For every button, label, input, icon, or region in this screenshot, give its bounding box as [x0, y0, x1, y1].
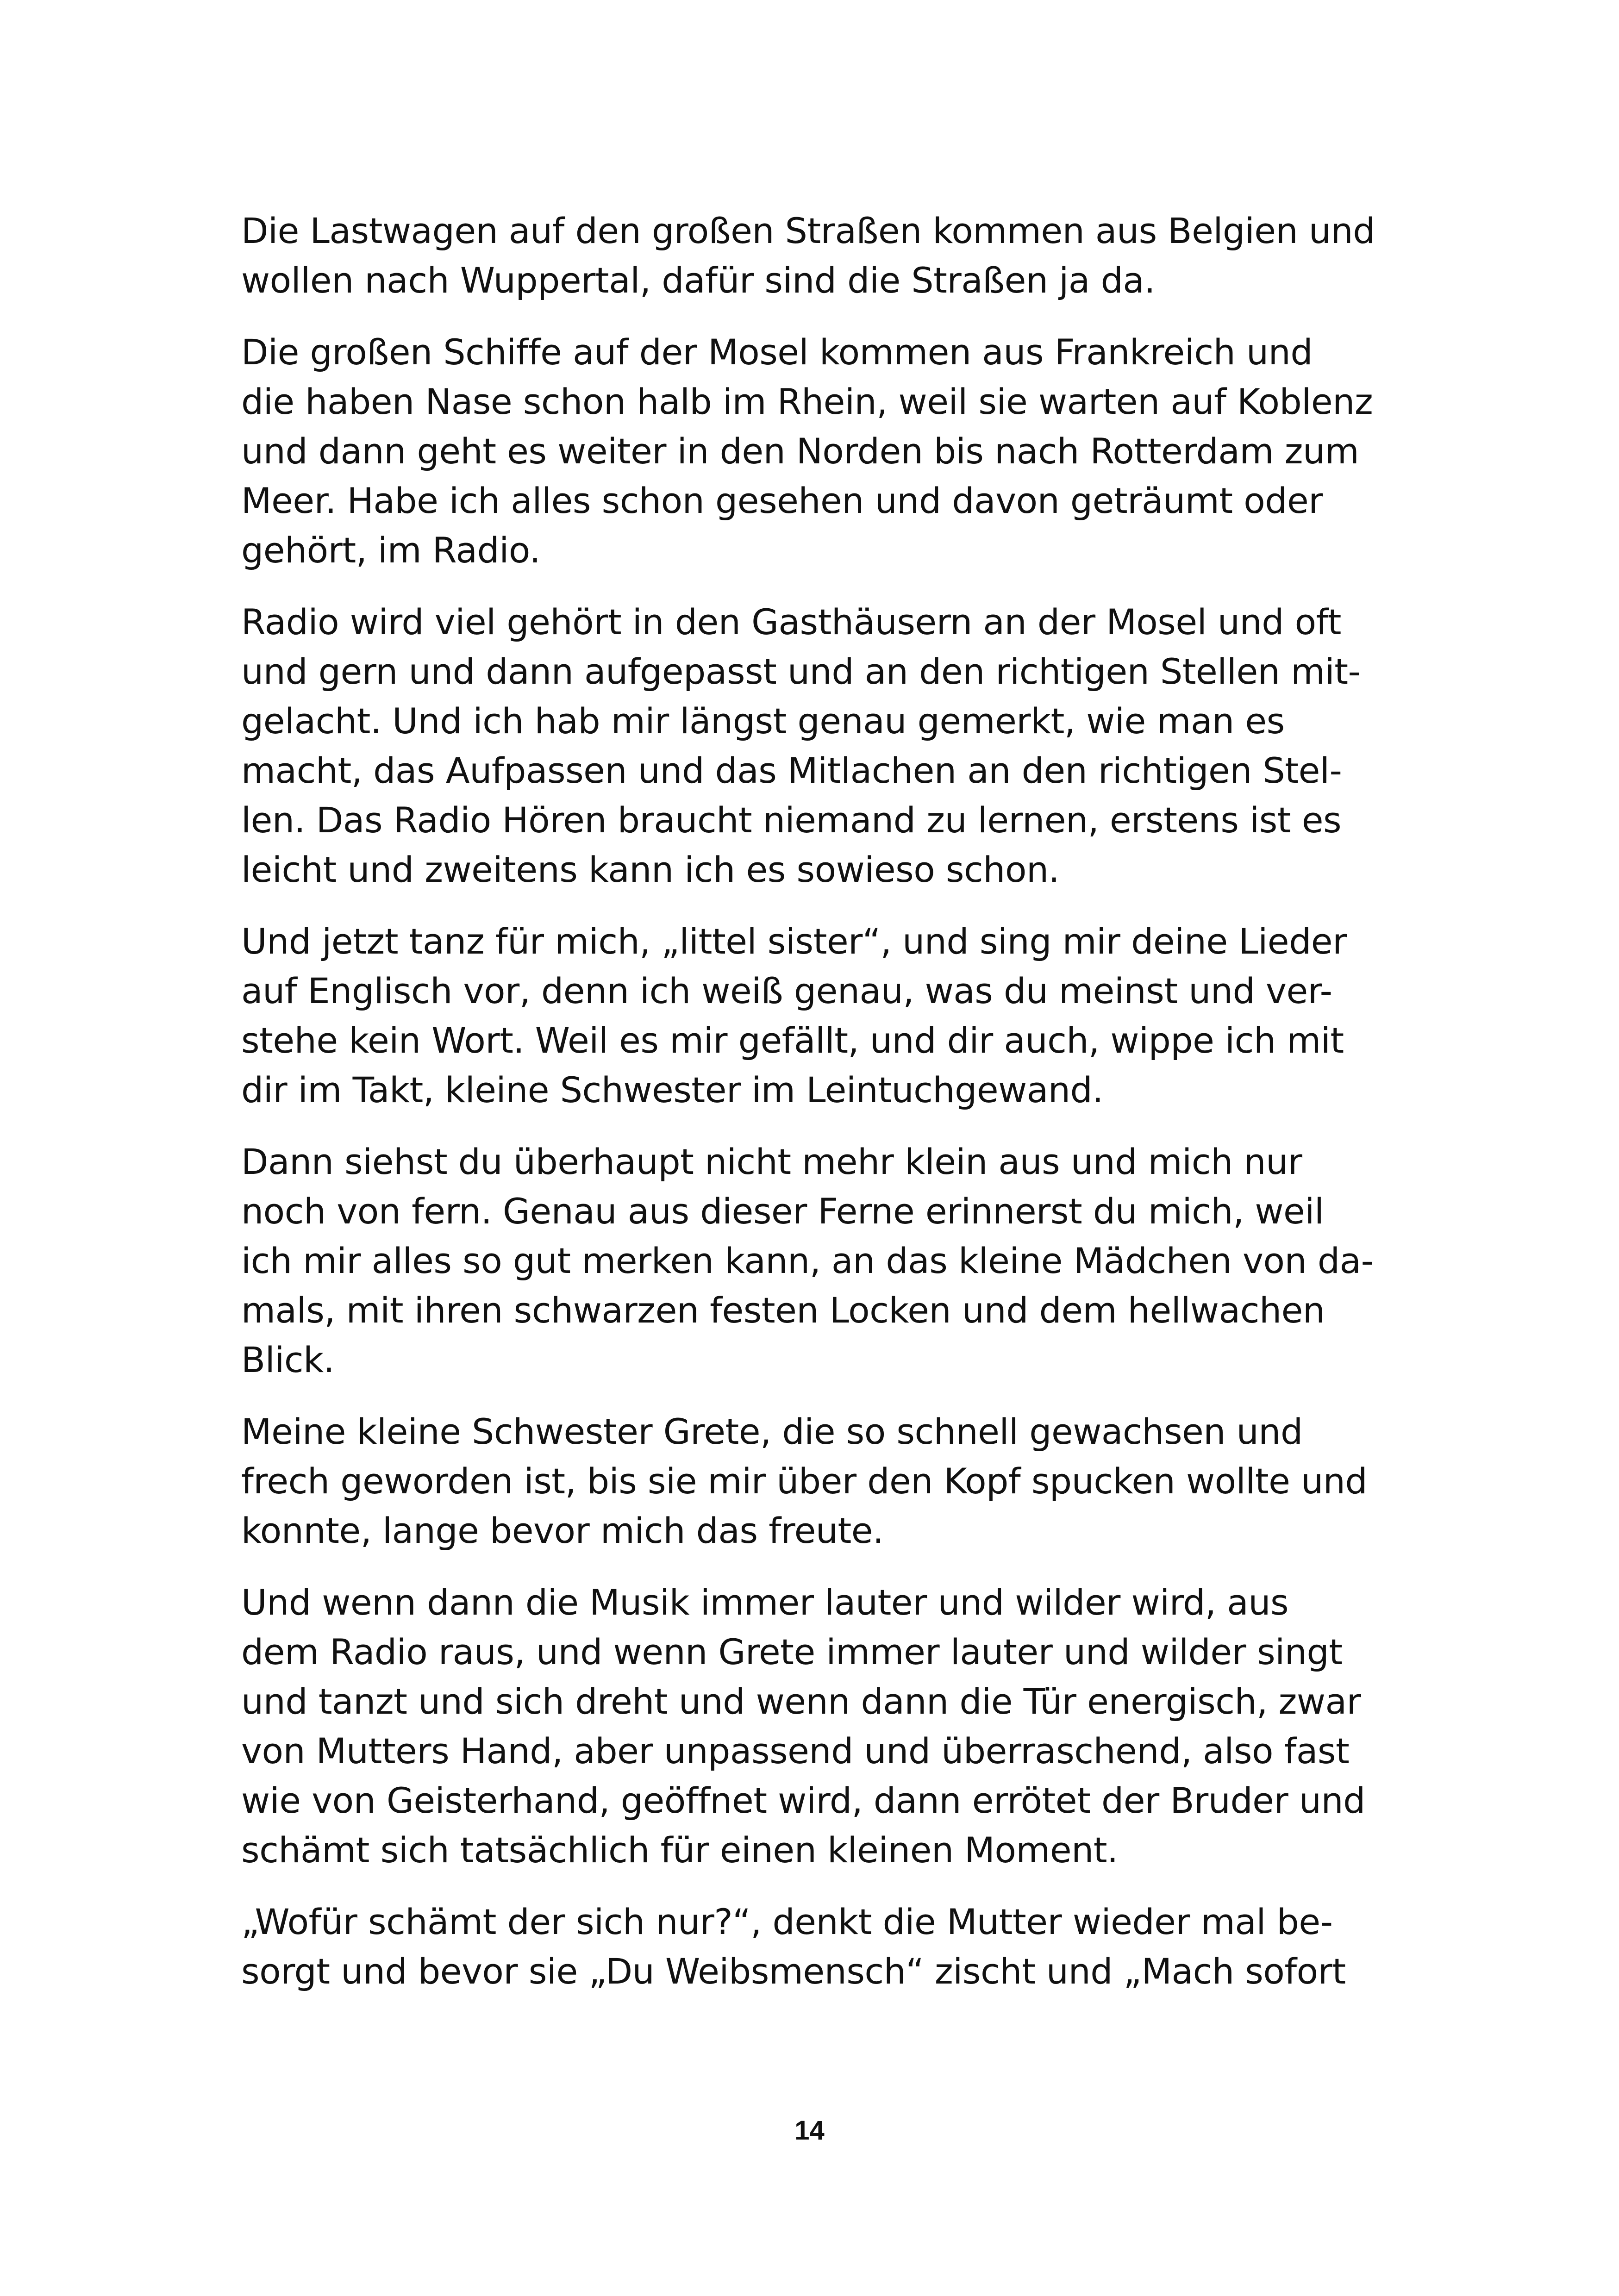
body-text	[241, 206, 1408, 2018]
text-line: frech geworden ist, bis sie mir über den Kopf spucken wollte und	[241, 1460, 1368, 1502]
text-line: gehört, im Radio.	[241, 530, 541, 571]
paragraph-2	[241, 327, 1408, 575]
text-line: dem Radio raus, und wenn Grete immer lauter und wilder singt	[241, 1631, 1343, 1672]
text-line: mals, mit ihren schwarzen festen Locken und dem hellwachen	[241, 1290, 1325, 1331]
text-line: auf Englisch vor, denn ich weiß genau, was du meinst und ver-	[241, 970, 1332, 1011]
text-line: dir im Takt, kleine Schwester im Leintuchgewand.	[241, 1069, 1103, 1111]
text-line: len. Das Radio Hören braucht niemand zu lernen, erstens ist es	[241, 799, 1342, 841]
paragraph-6	[241, 1407, 1408, 1555]
page-number: 14	[794, 2115, 825, 2146]
text-line: Die Lastwagen auf den großen Straßen kommen aus Belgien und	[241, 210, 1375, 251]
text-line: von Mutters Hand, aber unpassend und überraschend, also fast	[241, 1730, 1350, 1772]
paragraph-7	[241, 1578, 1408, 1875]
paragraph-5	[241, 1137, 1408, 1385]
paragraph-3	[241, 597, 1408, 894]
text-line: „Wofür schämt der sich nur?“, denkt die Mutter wieder mal be-	[241, 1901, 1333, 1942]
text-line: Und wenn dann die Musik immer lauter und wilder wird, aus	[241, 1582, 1289, 1623]
text-line: Meine kleine Schwester Grete, die so schnell gewachsen und	[241, 1411, 1303, 1452]
text-line: konnte, lange bevor mich das freute.	[241, 1510, 884, 1551]
text-line: Blick.	[241, 1339, 335, 1380]
text-line: Und jetzt tanz für mich, „littel sister“, und sing mir deine Lieder	[241, 921, 1347, 962]
text-line: Meer. Habe ich alles schon gesehen und davon geträumt oder	[241, 480, 1323, 521]
text-line: ich mir alles so gut merken kann, an das kleine Mädchen von da-	[241, 1240, 1374, 1281]
text-line: die haben Nase schon halb im Rhein, weil sie warten auf Koblenz	[241, 381, 1373, 422]
text-line: Radio wird viel gehört in den Gasthäusern an der Mosel und oft	[241, 601, 1341, 643]
text-line: und gern und dann aufgepasst und an den richtigen Stellen mit-	[241, 651, 1361, 692]
text-line: wie von Geisterhand, geöffnet wird, dann errötet der Bruder und	[241, 1780, 1365, 1821]
text-line: wollen nach Wuppertal, dafür sind die Straßen ja da.	[241, 260, 1156, 301]
text-line: leicht und zweitens kann ich es sowieso schon.	[241, 849, 1060, 890]
paragraph-8	[241, 1897, 1408, 1996]
text-line: noch von fern. Genau aus dieser Ferne erinnerst du mich, weil	[241, 1191, 1324, 1232]
text-line: gelacht. Und ich hab mir längst genau gemerkt, wie man es	[241, 700, 1285, 742]
text-line: stehe kein Wort. Weil es mir gefällt, und dir auch, wippe ich mit	[241, 1020, 1344, 1061]
text-line: Die großen Schiffe auf der Mosel kommen aus Frankreich und	[241, 331, 1313, 373]
paragraph-1	[241, 206, 1408, 305]
text-line: und dann geht es weiter in den Norden bis nach Rotterdam zum	[241, 430, 1359, 472]
text-line: sorgt und bevor sie „Du Weibsmensch“ zischt und „Mach sofort	[241, 1951, 1346, 1992]
text-line: und tanzt und sich dreht und wenn dann die Tür energisch, zwar	[241, 1681, 1361, 1722]
text-line: Dann siehst du überhaupt nicht mehr klein aus und mich nur	[241, 1141, 1302, 1182]
text-line: macht, das Aufpassen und das Mitlachen an den richtigen Stel-	[241, 750, 1342, 791]
paragraph-4	[241, 917, 1408, 1115]
text-line: schämt sich tatsächlich für einen kleinen Moment.	[241, 1829, 1118, 1871]
